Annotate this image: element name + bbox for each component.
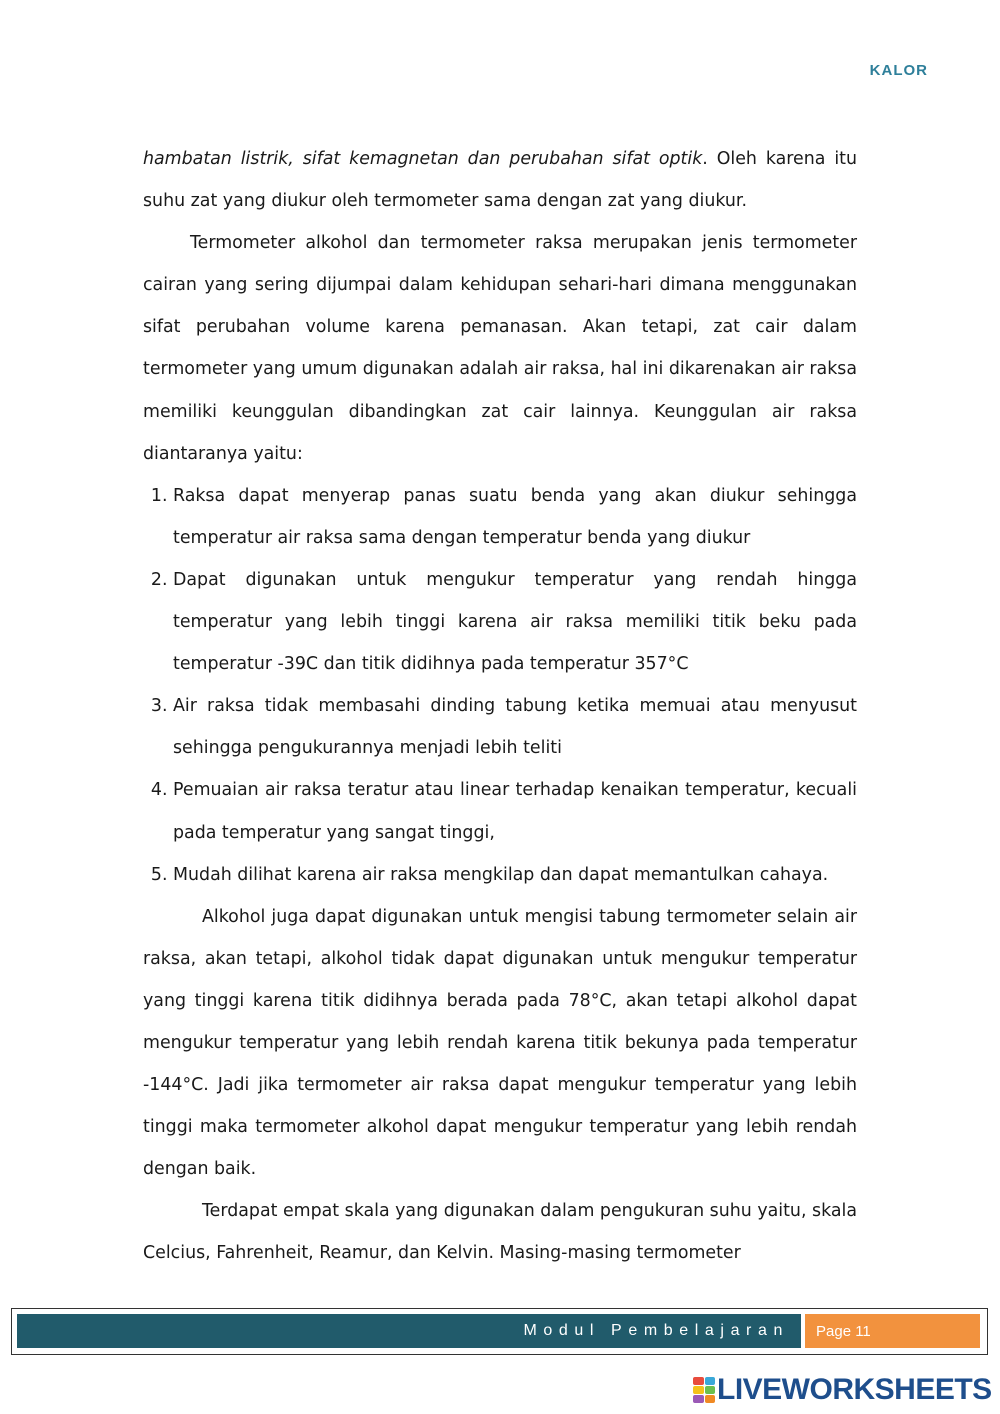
- liveworksheets-logo-icon: [693, 1377, 715, 1403]
- brand-name: LIVEWORKSHEETS: [717, 1373, 992, 1406]
- paragraph-2: Termometer alkohol dan termometer raksa merupakan jenis termometer cairan yang sering dijumpai dalam kehidupan sehari-hari dimana menggunakan sifat perubahan volume karena pemanasan. Akan tetapi, zat cair dalam termometer yang umum digunakan adalah air raksa, hal ini dikarenakan air raksa memiliki keunggulan dibandingkan zat cair lainnya. Keunggulan air raksa diantaranya yaitu:: [143, 233, 857, 464]
- page-footer: [11, 1308, 988, 1355]
- footer-module-label: Modul Pembelajaran: [523, 1322, 789, 1339]
- list-item: 2. Dapat digunakan untuk mengukur temperatur yang rendah hingga temperatur yang lebih tinggi karena air raksa memiliki titik beku pada temperatur -39C dan titik didihnya pada temperatur 357°C: [173, 559, 857, 685]
- footer-module-bar: [17, 1314, 801, 1348]
- logo-cell: [693, 1386, 704, 1394]
- list-item: 4. Pemuaian air raksa teratur atau linear terhadap kenaikan temperatur, kecuali pada temperatur yang sangat tinggi,: [173, 769, 857, 853]
- list-item: 3. Air raksa tidak membasahi dinding tabung ketika memuai atau menyusut sehingga pengukurannya menjadi lebih teliti: [173, 685, 857, 769]
- paragraph-1: [143, 138, 857, 222]
- list-item: 5. Mudah dilihat karena air raksa mengkilap dan dapat memantulkan cahaya.: [173, 854, 857, 896]
- paragraph-1-text: . Oleh karena itu suhu zat yang diukur oleh termometer sama dengan zat yang diukur.: [143, 149, 857, 212]
- page-number: Page 11: [816, 1322, 871, 1340]
- liveworksheets-brand[interactable]: [693, 1372, 992, 1408]
- list-item: 1. Raksa dapat menyerap panas suatu benda yang akan diukur sehingga temperatur air raksa sama dengan temperatur benda yang diukur: [173, 475, 857, 559]
- logo-cell: [693, 1377, 704, 1385]
- logo-cell: [705, 1377, 716, 1385]
- paragraph-4: Terdapat empat skala yang digunakan dalam pengukuran suhu yaitu, skala Celcius, Fahrenheit, Reamur, dan Kelvin. Masing-masing termometer: [143, 1201, 857, 1264]
- page-body: [143, 138, 857, 1275]
- paragraph-3: Alkohol juga dapat digunakan untuk mengisi tabung termometer selain air raksa, akan tetapi, alkohol tidak dapat digunakan untuk mengukur temperatur yang tinggi karena titik didihnya berada pada 78°C, akan tetapi alkohol dapat mengukur temperatur yang lebih rendah karena titik bekunya pada temperatur -144°C. Jadi jika termometer air raksa dapat mengukur temperatur yang lebih tinggi maka termometer alkohol dapat mengukur temperatur yang lebih rendah dengan baik.: [143, 906, 857, 1180]
- advantages-list: [143, 475, 857, 896]
- paragraph-1-italic: hambatan listrik, sifat kemagnetan dan perubahan sifat optik: [143, 149, 703, 169]
- footer-page-box: [805, 1314, 980, 1348]
- logo-cell: [705, 1395, 716, 1403]
- logo-cell: [693, 1395, 704, 1403]
- running-header: KALOR: [869, 62, 928, 79]
- logo-cell: [705, 1386, 716, 1394]
